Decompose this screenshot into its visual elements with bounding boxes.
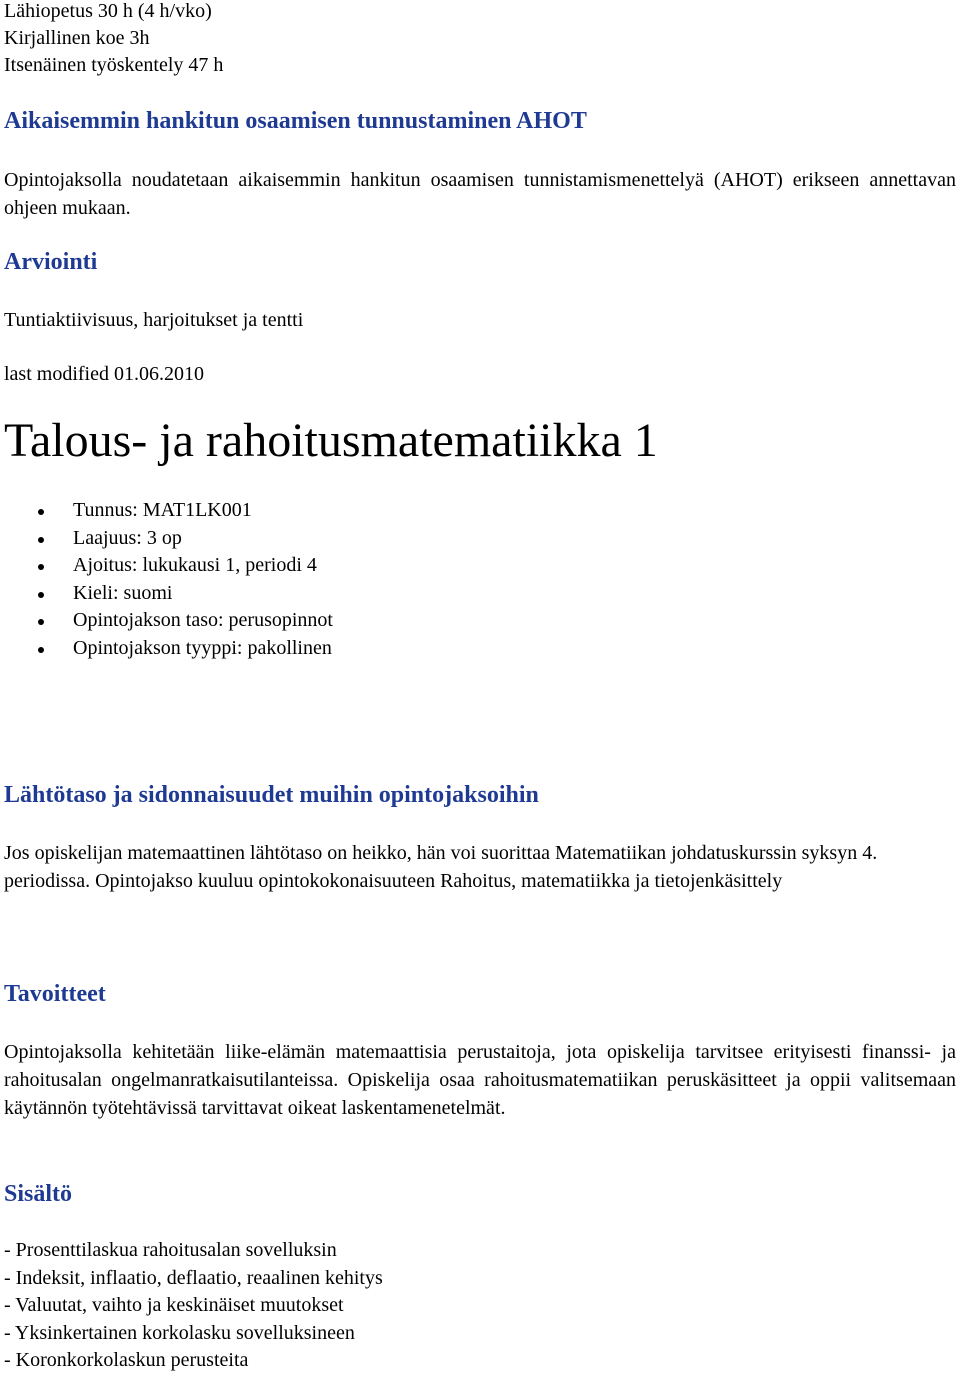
list-item: - Valuutat, vaihto ja keskinäiset muutokset [4, 1294, 344, 1316]
lahtotaso-text: Jos opiskelijan matemaattinen lähtötaso on heikko, hän voi suorittaa Matematiikan johdatuskurssin syksyn 4. periodissa. Opintojakso kuuluu opintokokonaisuuteen Rahoitus, matematiikka ja tietojenkäsittely [4, 842, 878, 892]
arviointi-heading: Arviointi [4, 249, 98, 275]
sisalto-list [4, 1237, 383, 1375]
list-item: Ajoitus: lukukausi 1, periodi 4 [0, 552, 333, 580]
list-item: Kieli: suomi [0, 580, 333, 608]
hours-written-exam: Kirjallinen koe 3h [4, 27, 150, 49]
list-item: Opintojakson tyyppi: pakollinen [0, 635, 333, 663]
list-item: - Yksinkertainen korkolasku sovelluksineen [4, 1321, 355, 1344]
sisalto-heading: Sisältö [4, 1181, 73, 1207]
bullet-icon [38, 537, 44, 543]
bullet-icon [38, 647, 44, 653]
course-title: Talous- ja rahoitusmatematiikka 1 [4, 414, 658, 467]
list-item: - Prosenttilaskua rahoitusalan sovelluksin [4, 1239, 337, 1261]
ahot-heading: Aikaisemmin hankitun osaamisen tunnustaminen AHOT [4, 108, 587, 134]
list-item: Tunnus: MAT1LK001 [0, 497, 333, 525]
list-item: Laajuus: 3 op [0, 525, 333, 553]
bullet-icon [38, 564, 44, 570]
hours-contact-teaching: Lähiopetus 30 h (4 h/vko) [4, 0, 212, 22]
tavoitteet-text: Opintojaksolla kehitetään liike-elämän matemaattisia perustaitoja, jota opiskelija tarvitsee erityisesti finanssi- ja rahoitusalan ongelmanratkaisutilanteissa. Opiskelija osaa rahoitusmatematiikan peruskäsitteet ja oppii valitsemaan käytännön työtehtävissä tarvittavat oikeat laskentamenetelmät. [4, 1041, 956, 1119]
list-item: - Indeksit, inflaatio, deflaatio, reaalinen kehitys [4, 1266, 383, 1289]
list-item: - Koronkorkolaskun perusteita [4, 1349, 249, 1371]
list-item: Opintojakson taso: perusopinnot [0, 607, 333, 635]
ahot-text: Opintojaksolla noudatetaan aikaisemmin hankitun osaamisen tunnistamismenettelyä (AHOT) erikseen annettavan ohjeen mukaan. [4, 169, 956, 219]
arviointi-text: Tuntiaktiivisuus, harjoitukset ja tentti [4, 309, 304, 331]
bullet-icon [38, 509, 44, 515]
lahtotaso-heading: Lähtötaso ja sidonnaisuudet muihin opintojaksoihin [4, 782, 539, 808]
bullet-icon [38, 592, 44, 598]
tavoitteet-heading: Tavoitteet [4, 981, 106, 1007]
hours-independent-work: Itsenäinen työskentely 47 h [4, 54, 224, 76]
bullet-icon [38, 619, 44, 625]
last-modified: last modified 01.06.2010 [4, 363, 204, 385]
course-details-list [0, 497, 333, 662]
